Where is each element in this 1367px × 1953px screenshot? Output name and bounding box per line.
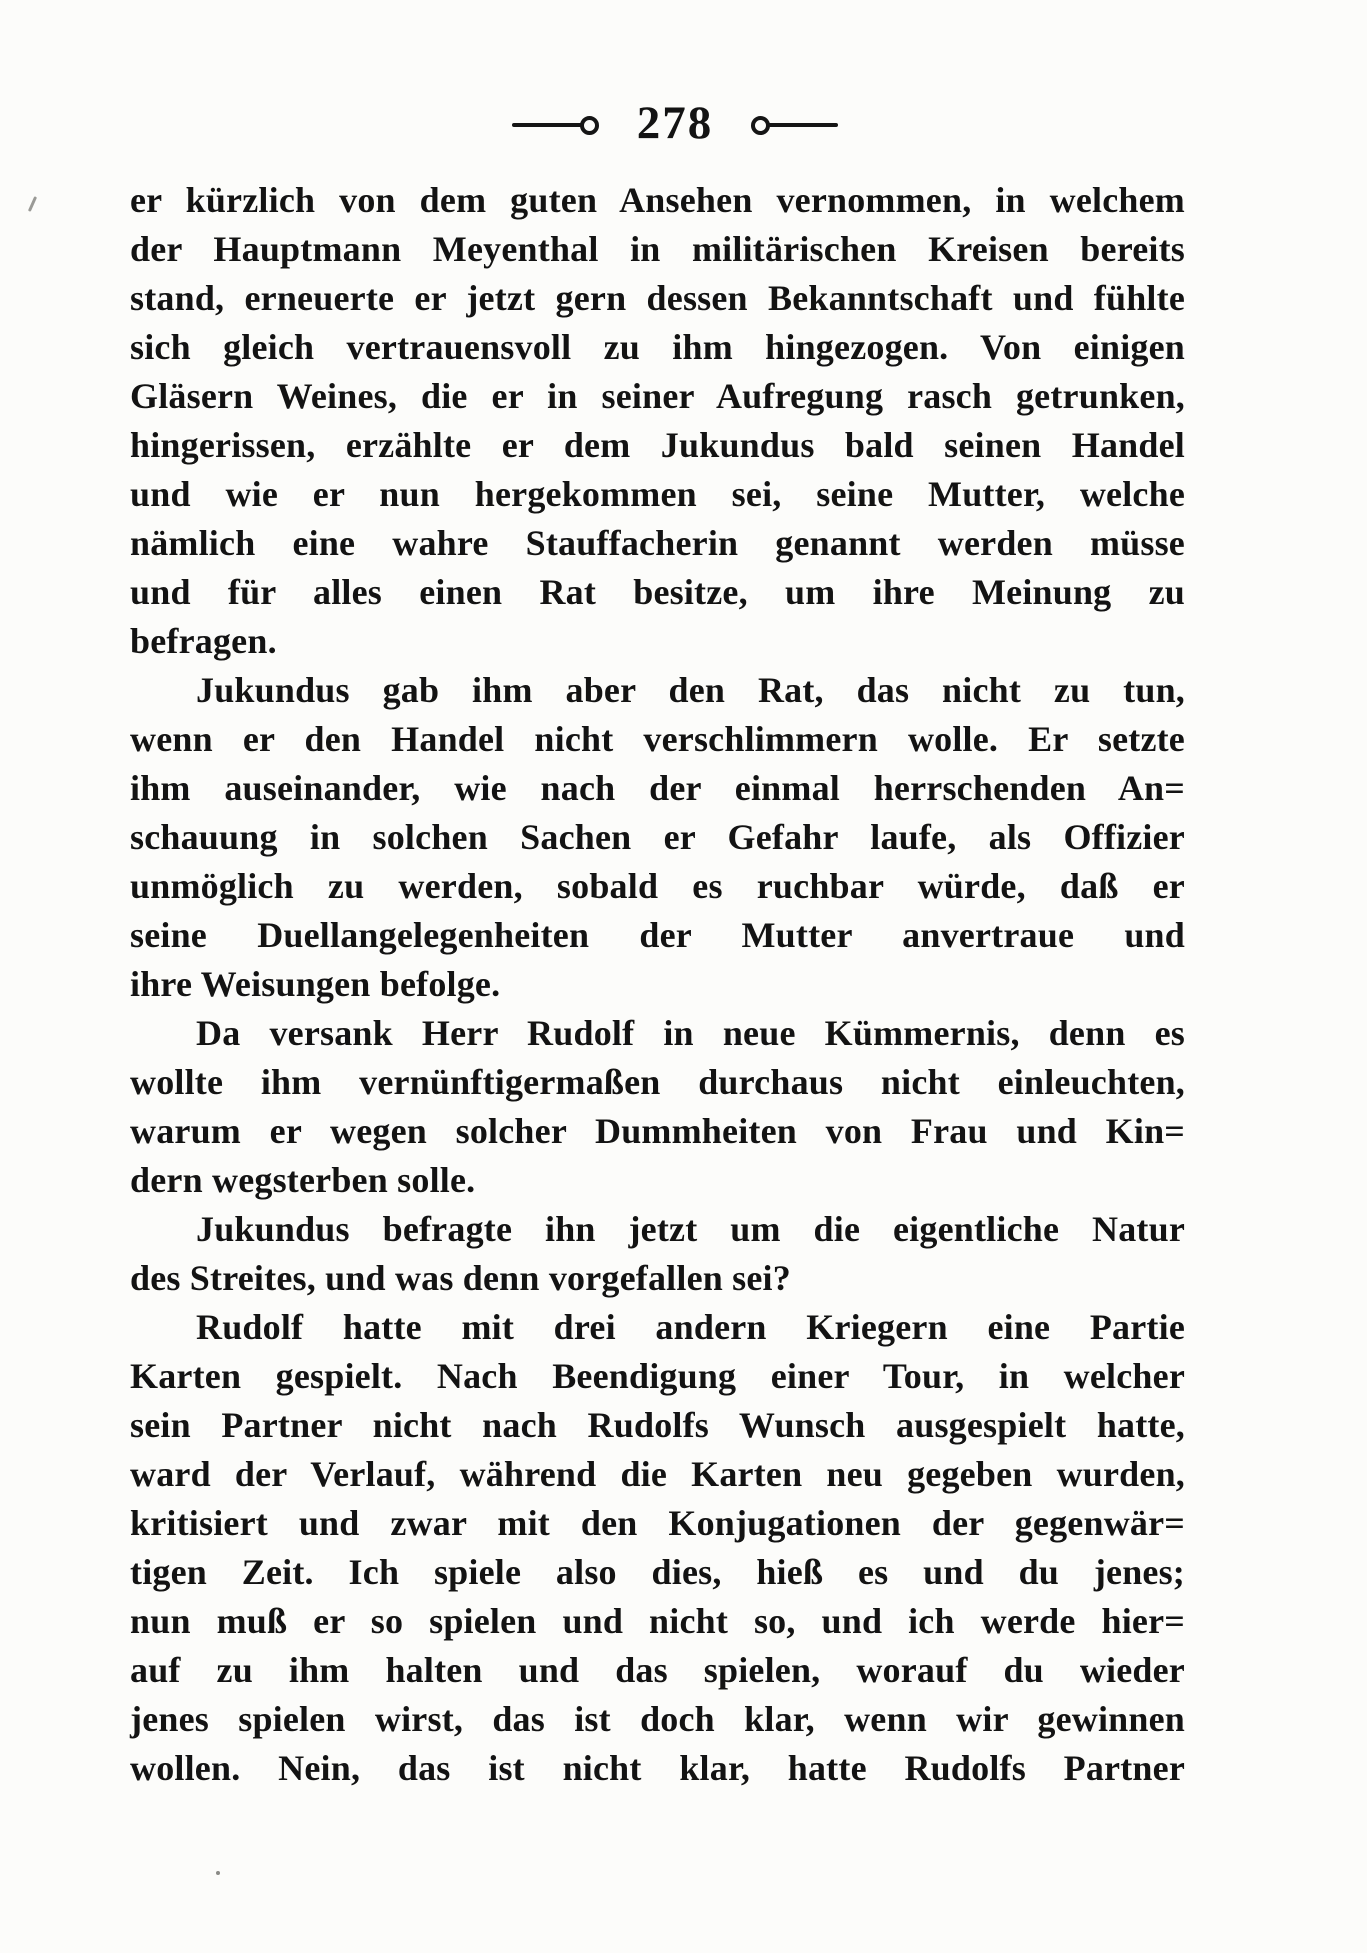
text-line: wollen. Nein, das ist nicht klar, hatte Rudolfs Partner bbox=[130, 1748, 1185, 1788]
text-line: Jukundus befragte ihn jetzt um die eigentliche Natur bbox=[196, 1209, 1185, 1249]
text-line: stand, erneuerte er jetzt gern dessen Bekanntschaft und fühlte bbox=[130, 278, 1185, 318]
paragraph bbox=[130, 1205, 1185, 1303]
text-line: Gläsern Weines, die er in seiner Aufregung rasch getrunken, bbox=[130, 376, 1185, 416]
header-rule-right bbox=[751, 116, 838, 135]
text-line: ihm auseinander, wie nach der einmal herrschenden An= bbox=[130, 768, 1185, 808]
page-number: 278 bbox=[636, 96, 714, 149]
text-line: schauung in solchen Sachen er Gefahr laufe, als Offizier bbox=[130, 817, 1185, 857]
text-line: des Streites, und was denn vorgefallen sei? bbox=[130, 1258, 791, 1298]
paragraph bbox=[130, 666, 1185, 1009]
text-line: kritisiert und zwar mit den Konjugationen der gegenwär= bbox=[130, 1503, 1185, 1543]
text-line: seine Duellangelegenheiten der Mutter anvertraue und bbox=[130, 915, 1185, 955]
header-rule-left bbox=[512, 116, 599, 135]
text-block bbox=[130, 176, 1185, 1793]
text-line: tigen Zeit. Ich spiele also dies, hieß es und du jenes; bbox=[130, 1552, 1185, 1592]
text-line: nun muß er so spielen und nicht so, und ich werde hier= bbox=[130, 1601, 1185, 1641]
text-line: wollte ihm vernünftigermaßen durchaus nicht einleuchten, bbox=[130, 1062, 1185, 1102]
text-line: hingerissen, erzählte er dem Jukundus bald seinen Handel bbox=[130, 425, 1185, 465]
text-line: und für alles einen Rat besitze, um ihre Meinung zu bbox=[130, 572, 1185, 612]
text-line: sein Partner nicht nach Rudolfs Wunsch ausgespielt hatte, bbox=[130, 1405, 1185, 1445]
text-line: Rudolf hatte mit drei andern Kriegern eine Partie bbox=[196, 1307, 1185, 1347]
text-line: befragen. bbox=[130, 621, 277, 661]
text-line: wenn er den Handel nicht verschlimmern wolle. Er setzte bbox=[130, 719, 1185, 759]
scan-artifact bbox=[216, 1871, 220, 1875]
text-line: der Hauptmann Meyenthal in militärischen Kreisen bereits bbox=[130, 229, 1185, 269]
text-line: unmöglich zu werden, sobald es ruchbar würde, daß er bbox=[130, 866, 1185, 906]
text-line: jenes spielen wirst, das ist doch klar, wenn wir gewinnen bbox=[130, 1699, 1185, 1739]
text-line: Karten gespielt. Nach Beendigung einer Tour, in welcher bbox=[130, 1356, 1185, 1396]
text-line: und wie er nun hergekommen sei, seine Mutter, welche bbox=[130, 474, 1185, 514]
text-line: nämlich eine wahre Stauffacherin genannt werden müsse bbox=[130, 523, 1185, 563]
text-line: auf zu ihm halten und das spielen, worauf du wieder bbox=[130, 1650, 1185, 1690]
page-header bbox=[512, 96, 838, 154]
paragraph bbox=[130, 176, 1185, 666]
text-line: sich gleich vertrauensvoll zu ihm hingezogen. Von einigen bbox=[130, 327, 1185, 367]
rule-line-icon bbox=[768, 123, 838, 127]
text-line: ward der Verlauf, während die Karten neu gegeben wurden, bbox=[130, 1454, 1185, 1494]
rule-line-icon bbox=[512, 123, 582, 127]
ring-icon bbox=[580, 116, 599, 135]
paragraph bbox=[130, 1009, 1185, 1205]
paragraph bbox=[130, 1303, 1185, 1793]
text-line: warum er wegen solcher Dummheiten von Frau und Kin= bbox=[130, 1111, 1185, 1151]
text-line: er kürzlich von dem guten Ansehen vernommen, in welchem bbox=[130, 180, 1185, 220]
scan-artifact bbox=[28, 196, 37, 212]
text-line: Jukundus gab ihm aber den Rat, das nicht zu tun, bbox=[196, 670, 1185, 710]
text-line: ihre Weisungen befolge. bbox=[130, 964, 501, 1004]
text-line: dern wegsterben solle. bbox=[130, 1160, 476, 1200]
text-line: Da versank Herr Rudolf in neue Kümmernis, denn es bbox=[196, 1013, 1185, 1053]
